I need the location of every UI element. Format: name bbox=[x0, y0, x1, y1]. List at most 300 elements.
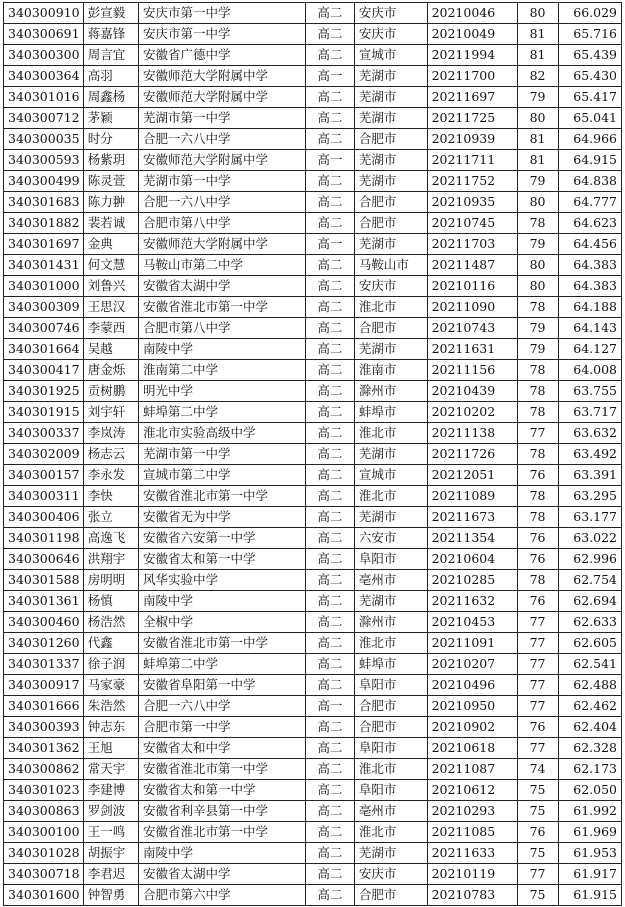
contestant-id-cell: 340301666 bbox=[4, 696, 84, 717]
total-score-cell: 62.605 bbox=[558, 633, 621, 654]
exam-number-cell: 20210439 bbox=[427, 381, 517, 402]
contestant-id-cell: 340300910 bbox=[4, 3, 84, 24]
table-row bbox=[4, 192, 622, 213]
table-row bbox=[4, 255, 622, 276]
score-cell: 77 bbox=[517, 654, 558, 675]
student-name-cell: 李蒙西 bbox=[83, 318, 138, 339]
city-cell: 淮北市 bbox=[354, 297, 427, 318]
school-cell: 安徽师范大学附属中学 bbox=[139, 66, 306, 87]
total-score-cell: 62.754 bbox=[558, 570, 621, 591]
table-row bbox=[4, 423, 622, 444]
exam-number-cell: 20211994 bbox=[427, 45, 517, 66]
school-cell: 马鞍山市第二中学 bbox=[139, 255, 306, 276]
city-cell: 芜湖市 bbox=[354, 507, 427, 528]
exam-number-cell: 20210604 bbox=[427, 549, 517, 570]
table-row bbox=[4, 339, 622, 360]
grade-cell: 高二 bbox=[305, 276, 354, 297]
table-row bbox=[4, 591, 622, 612]
score-table-body bbox=[4, 3, 622, 906]
table-row bbox=[4, 612, 622, 633]
contestant-id-cell: 340301362 bbox=[4, 738, 84, 759]
score-cell: 81 bbox=[517, 150, 558, 171]
contestant-id-cell: 340300460 bbox=[4, 612, 84, 633]
city-cell: 滁州市 bbox=[354, 612, 427, 633]
score-cell: 81 bbox=[517, 129, 558, 150]
city-cell: 阜阳市 bbox=[354, 780, 427, 801]
school-cell: 风华实验中学 bbox=[139, 570, 306, 591]
school-cell: 安徽省淮北市第一中学 bbox=[139, 297, 306, 318]
total-score-cell: 61.953 bbox=[558, 843, 621, 864]
contestant-id-cell: 340302009 bbox=[4, 444, 84, 465]
table-row bbox=[4, 87, 622, 108]
score-cell: 79 bbox=[517, 87, 558, 108]
city-cell: 合肥市 bbox=[354, 885, 427, 906]
score-cell: 79 bbox=[517, 234, 558, 255]
school-cell: 合肥市第一中学 bbox=[139, 717, 306, 738]
contestant-id-cell: 340301198 bbox=[4, 528, 84, 549]
school-cell: 蚌埠第二中学 bbox=[139, 402, 306, 423]
city-cell: 合肥市 bbox=[354, 192, 427, 213]
school-cell: 芜湖市第一中学 bbox=[139, 444, 306, 465]
contestant-id-cell: 340301588 bbox=[4, 570, 84, 591]
table-row bbox=[4, 486, 622, 507]
student-name-cell: 彭宣毅 bbox=[83, 3, 138, 24]
school-cell: 合肥市第六中学 bbox=[139, 885, 306, 906]
school-cell: 安徽省淮北市第一中学 bbox=[139, 759, 306, 780]
school-cell: 南陵中学 bbox=[139, 843, 306, 864]
student-name-cell: 胡振宇 bbox=[83, 843, 138, 864]
score-cell: 78 bbox=[517, 507, 558, 528]
school-cell: 安徽省六安第一中学 bbox=[139, 528, 306, 549]
table-row bbox=[4, 297, 622, 318]
grade-cell: 高二 bbox=[305, 3, 354, 24]
table-row bbox=[4, 717, 622, 738]
city-cell: 芜湖市 bbox=[354, 591, 427, 612]
table-row bbox=[4, 654, 622, 675]
school-cell: 芜湖市第一中学 bbox=[139, 108, 306, 129]
exam-number-cell: 20210049 bbox=[427, 24, 517, 45]
total-score-cell: 64.623 bbox=[558, 213, 621, 234]
score-table bbox=[3, 2, 622, 906]
exam-number-cell: 20211091 bbox=[427, 633, 517, 654]
student-name-cell: 杨志云 bbox=[83, 444, 138, 465]
grade-cell: 高二 bbox=[305, 360, 354, 381]
table-row bbox=[4, 381, 622, 402]
exam-number-cell: 20210496 bbox=[427, 675, 517, 696]
total-score-cell: 62.996 bbox=[558, 549, 621, 570]
student-name-cell: 洪翔宇 bbox=[83, 549, 138, 570]
city-cell: 马鞍山市 bbox=[354, 255, 427, 276]
city-cell: 蚌埠市 bbox=[354, 402, 427, 423]
grade-cell: 高二 bbox=[305, 87, 354, 108]
score-cell: 78 bbox=[517, 213, 558, 234]
contestant-id-cell: 340300646 bbox=[4, 549, 84, 570]
contestant-id-cell: 340300035 bbox=[4, 129, 84, 150]
exam-number-cell: 20210935 bbox=[427, 192, 517, 213]
table-row bbox=[4, 276, 622, 297]
total-score-cell: 61.917 bbox=[558, 864, 621, 885]
table-row bbox=[4, 318, 622, 339]
table-row bbox=[4, 570, 622, 591]
grade-cell: 高一 bbox=[305, 696, 354, 717]
total-score-cell: 62.173 bbox=[558, 759, 621, 780]
city-cell: 合肥市 bbox=[354, 213, 427, 234]
school-cell: 安徽省太湖中学 bbox=[139, 864, 306, 885]
grade-cell: 高二 bbox=[305, 45, 354, 66]
city-cell: 亳州市 bbox=[354, 570, 427, 591]
school-cell: 合肥市第八中学 bbox=[139, 213, 306, 234]
contestant-id-cell: 340300337 bbox=[4, 423, 84, 444]
grade-cell: 高二 bbox=[305, 801, 354, 822]
score-cell: 78 bbox=[517, 444, 558, 465]
city-cell: 芜湖市 bbox=[354, 87, 427, 108]
table-row bbox=[4, 234, 622, 255]
grade-cell: 高二 bbox=[305, 486, 354, 507]
student-name-cell: 钟智勇 bbox=[83, 885, 138, 906]
student-name-cell: 吴越 bbox=[83, 339, 138, 360]
school-cell: 合肥市第八中学 bbox=[139, 318, 306, 339]
contestant-id-cell: 340301260 bbox=[4, 633, 84, 654]
student-name-cell: 张立 bbox=[83, 507, 138, 528]
total-score-cell: 63.295 bbox=[558, 486, 621, 507]
total-score-cell: 63.391 bbox=[558, 465, 621, 486]
grade-cell: 高一 bbox=[305, 66, 354, 87]
exam-number-cell: 20211697 bbox=[427, 87, 517, 108]
table-row bbox=[4, 780, 622, 801]
school-cell: 安徽省太和第一中学 bbox=[139, 780, 306, 801]
student-name-cell: 朱浩然 bbox=[83, 696, 138, 717]
total-score-cell: 65.041 bbox=[558, 108, 621, 129]
contestant-id-cell: 340300311 bbox=[4, 486, 84, 507]
grade-cell: 高二 bbox=[305, 465, 354, 486]
grade-cell: 高二 bbox=[305, 612, 354, 633]
school-cell: 明光中学 bbox=[139, 381, 306, 402]
exam-number-cell: 20210453 bbox=[427, 612, 517, 633]
grade-cell: 高二 bbox=[305, 381, 354, 402]
grade-cell: 高二 bbox=[305, 528, 354, 549]
grade-cell: 高二 bbox=[305, 444, 354, 465]
grade-cell: 高二 bbox=[305, 822, 354, 843]
student-name-cell: 蒋嘉锋 bbox=[83, 24, 138, 45]
grade-cell: 高二 bbox=[305, 759, 354, 780]
student-name-cell: 高羽 bbox=[83, 66, 138, 87]
grade-cell: 高二 bbox=[305, 570, 354, 591]
school-cell: 安徽省淮北市第一中学 bbox=[139, 822, 306, 843]
contestant-id-cell: 340300309 bbox=[4, 297, 84, 318]
score-cell: 78 bbox=[517, 402, 558, 423]
student-name-cell: 李快 bbox=[83, 486, 138, 507]
exam-number-cell: 20210950 bbox=[427, 696, 517, 717]
score-cell: 78 bbox=[517, 297, 558, 318]
score-cell: 77 bbox=[517, 696, 558, 717]
total-score-cell: 63.177 bbox=[558, 507, 621, 528]
city-cell: 安庆市 bbox=[354, 276, 427, 297]
contestant-id-cell: 340300393 bbox=[4, 717, 84, 738]
score-cell: 79 bbox=[517, 318, 558, 339]
school-cell: 合肥一六八中学 bbox=[139, 129, 306, 150]
city-cell: 淮北市 bbox=[354, 822, 427, 843]
total-score-cell: 63.717 bbox=[558, 402, 621, 423]
contestant-id-cell: 340300862 bbox=[4, 759, 84, 780]
city-cell: 安庆市 bbox=[354, 24, 427, 45]
grade-cell: 高二 bbox=[305, 738, 354, 759]
city-cell: 合肥市 bbox=[354, 129, 427, 150]
exam-number-cell: 20210745 bbox=[427, 213, 517, 234]
total-score-cell: 64.456 bbox=[558, 234, 621, 255]
student-name-cell: 房明明 bbox=[83, 570, 138, 591]
student-name-cell: 代鑫 bbox=[83, 633, 138, 654]
grade-cell: 高二 bbox=[305, 129, 354, 150]
score-cell: 76 bbox=[517, 465, 558, 486]
score-cell: 80 bbox=[517, 255, 558, 276]
exam-number-cell: 20210939 bbox=[427, 129, 517, 150]
city-cell: 宣城市 bbox=[354, 45, 427, 66]
total-score-cell: 62.694 bbox=[558, 591, 621, 612]
contestant-id-cell: 340301028 bbox=[4, 843, 84, 864]
table-row bbox=[4, 864, 622, 885]
score-cell: 82 bbox=[517, 66, 558, 87]
city-cell: 芜湖市 bbox=[354, 150, 427, 171]
exam-number-cell: 20211700 bbox=[427, 66, 517, 87]
table-row bbox=[4, 402, 622, 423]
city-cell: 淮北市 bbox=[354, 423, 427, 444]
grade-cell: 高二 bbox=[305, 654, 354, 675]
total-score-cell: 62.462 bbox=[558, 696, 621, 717]
exam-number-cell: 20210119 bbox=[427, 864, 517, 885]
table-row bbox=[4, 822, 622, 843]
city-cell: 芜湖市 bbox=[354, 234, 427, 255]
contestant-id-cell: 340300406 bbox=[4, 507, 84, 528]
score-cell: 80 bbox=[517, 108, 558, 129]
grade-cell: 高二 bbox=[305, 108, 354, 129]
exam-number-cell: 20211090 bbox=[427, 297, 517, 318]
school-cell: 芜湖市第一中学 bbox=[139, 171, 306, 192]
student-name-cell: 何文慧 bbox=[83, 255, 138, 276]
grade-cell: 高二 bbox=[305, 213, 354, 234]
student-name-cell: 王思汉 bbox=[83, 297, 138, 318]
school-cell: 安徽省阜阳第一中学 bbox=[139, 675, 306, 696]
grade-cell: 高二 bbox=[305, 402, 354, 423]
table-row bbox=[4, 24, 622, 45]
exam-number-cell: 20211631 bbox=[427, 339, 517, 360]
exam-number-cell: 20212051 bbox=[427, 465, 517, 486]
table-row bbox=[4, 150, 622, 171]
exam-number-cell: 20211633 bbox=[427, 843, 517, 864]
exam-number-cell: 20211711 bbox=[427, 150, 517, 171]
contestant-id-cell: 340301697 bbox=[4, 234, 84, 255]
city-cell: 淮南市 bbox=[354, 360, 427, 381]
total-score-cell: 64.915 bbox=[558, 150, 621, 171]
total-score-cell: 66.029 bbox=[558, 3, 621, 24]
exam-number-cell: 20210902 bbox=[427, 717, 517, 738]
total-score-cell: 64.143 bbox=[558, 318, 621, 339]
school-cell: 淮北市实验高级中学 bbox=[139, 423, 306, 444]
total-score-cell: 61.992 bbox=[558, 801, 621, 822]
school-cell: 安徽师范大学附属中学 bbox=[139, 234, 306, 255]
student-name-cell: 李君迟 bbox=[83, 864, 138, 885]
contestant-id-cell: 340300157 bbox=[4, 465, 84, 486]
total-score-cell: 65.417 bbox=[558, 87, 621, 108]
school-cell: 安徽师范大学附属中学 bbox=[139, 150, 306, 171]
exam-number-cell: 20211725 bbox=[427, 108, 517, 129]
contestant-id-cell: 340301600 bbox=[4, 885, 84, 906]
contestant-id-cell: 340300417 bbox=[4, 360, 84, 381]
exam-number-cell: 20211085 bbox=[427, 822, 517, 843]
city-cell: 宣城市 bbox=[354, 465, 427, 486]
exam-number-cell: 20211487 bbox=[427, 255, 517, 276]
total-score-cell: 64.966 bbox=[558, 129, 621, 150]
score-cell: 76 bbox=[517, 591, 558, 612]
contestant-id-cell: 340301925 bbox=[4, 381, 84, 402]
exam-number-cell: 20210618 bbox=[427, 738, 517, 759]
contestant-id-cell: 340301337 bbox=[4, 654, 84, 675]
contestant-id-cell: 340301664 bbox=[4, 339, 84, 360]
city-cell: 阜阳市 bbox=[354, 738, 427, 759]
city-cell: 阜阳市 bbox=[354, 549, 427, 570]
score-cell: 77 bbox=[517, 738, 558, 759]
total-score-cell: 62.328 bbox=[558, 738, 621, 759]
school-cell: 安庆市第一中学 bbox=[139, 24, 306, 45]
score-cell: 76 bbox=[517, 549, 558, 570]
total-score-cell: 64.008 bbox=[558, 360, 621, 381]
exam-number-cell: 20211703 bbox=[427, 234, 517, 255]
grade-cell: 高二 bbox=[305, 192, 354, 213]
exam-number-cell: 20210293 bbox=[427, 801, 517, 822]
exam-number-cell: 20210116 bbox=[427, 276, 517, 297]
total-score-cell: 62.050 bbox=[558, 780, 621, 801]
total-score-cell: 64.188 bbox=[558, 297, 621, 318]
total-score-cell: 64.838 bbox=[558, 171, 621, 192]
contestant-id-cell: 340300300 bbox=[4, 45, 84, 66]
total-score-cell: 64.777 bbox=[558, 192, 621, 213]
student-name-cell: 周言宜 bbox=[83, 45, 138, 66]
student-name-cell: 马家豪 bbox=[83, 675, 138, 696]
student-name-cell: 金典 bbox=[83, 234, 138, 255]
total-score-cell: 63.492 bbox=[558, 444, 621, 465]
total-score-cell: 62.633 bbox=[558, 612, 621, 633]
grade-cell: 高一 bbox=[305, 150, 354, 171]
city-cell: 芜湖市 bbox=[354, 66, 427, 87]
exam-number-cell: 20211752 bbox=[427, 171, 517, 192]
student-name-cell: 杨慎 bbox=[83, 591, 138, 612]
contestant-id-cell: 340301915 bbox=[4, 402, 84, 423]
score-cell: 79 bbox=[517, 171, 558, 192]
table-row bbox=[4, 66, 622, 87]
total-score-cell: 65.430 bbox=[558, 66, 621, 87]
score-cell: 78 bbox=[517, 570, 558, 591]
total-score-cell: 63.022 bbox=[558, 528, 621, 549]
grade-cell: 高二 bbox=[305, 318, 354, 339]
exam-number-cell: 20211138 bbox=[427, 423, 517, 444]
score-cell: 77 bbox=[517, 612, 558, 633]
student-name-cell: 唐金烁 bbox=[83, 360, 138, 381]
grade-cell: 高二 bbox=[305, 591, 354, 612]
contestant-id-cell: 340301016 bbox=[4, 87, 84, 108]
exam-number-cell: 20210046 bbox=[427, 3, 517, 24]
exam-number-cell: 20211673 bbox=[427, 507, 517, 528]
contestant-id-cell: 340300746 bbox=[4, 318, 84, 339]
table-row bbox=[4, 759, 622, 780]
grade-cell: 高二 bbox=[305, 24, 354, 45]
total-score-cell: 61.969 bbox=[558, 822, 621, 843]
table-row bbox=[4, 108, 622, 129]
school-cell: 安徽省太和第一中学 bbox=[139, 549, 306, 570]
score-cell: 76 bbox=[517, 822, 558, 843]
school-cell: 安徽省太湖中学 bbox=[139, 276, 306, 297]
student-name-cell: 杨浩然 bbox=[83, 612, 138, 633]
grade-cell: 高二 bbox=[305, 717, 354, 738]
grade-cell: 高二 bbox=[305, 171, 354, 192]
total-score-cell: 65.716 bbox=[558, 24, 621, 45]
exam-number-cell: 20210743 bbox=[427, 318, 517, 339]
table-row bbox=[4, 3, 622, 24]
student-name-cell: 周鑫杨 bbox=[83, 87, 138, 108]
grade-cell: 高二 bbox=[305, 507, 354, 528]
student-name-cell: 贡树鹏 bbox=[83, 381, 138, 402]
score-cell: 81 bbox=[517, 45, 558, 66]
student-name-cell: 陈力翀 bbox=[83, 192, 138, 213]
score-cell: 75 bbox=[517, 801, 558, 822]
grade-cell: 高二 bbox=[305, 633, 354, 654]
student-name-cell: 刘鲁兴 bbox=[83, 276, 138, 297]
table-row bbox=[4, 129, 622, 150]
score-cell: 78 bbox=[517, 381, 558, 402]
student-name-cell: 王一鸣 bbox=[83, 822, 138, 843]
total-score-cell: 65.439 bbox=[558, 45, 621, 66]
school-cell: 南陵中学 bbox=[139, 591, 306, 612]
exam-number-cell: 20211632 bbox=[427, 591, 517, 612]
city-cell: 合肥市 bbox=[354, 717, 427, 738]
city-cell: 芜湖市 bbox=[354, 171, 427, 192]
score-cell: 75 bbox=[517, 885, 558, 906]
table-row bbox=[4, 738, 622, 759]
city-cell: 芜湖市 bbox=[354, 339, 427, 360]
school-cell: 安庆市第一中学 bbox=[139, 3, 306, 24]
exam-number-cell: 20211087 bbox=[427, 759, 517, 780]
exam-number-cell: 20211354 bbox=[427, 528, 517, 549]
exam-number-cell: 20210207 bbox=[427, 654, 517, 675]
student-name-cell: 时分 bbox=[83, 129, 138, 150]
student-name-cell: 罗剑波 bbox=[83, 801, 138, 822]
total-score-cell: 64.383 bbox=[558, 276, 621, 297]
contestant-id-cell: 340301882 bbox=[4, 213, 84, 234]
exam-number-cell: 20211089 bbox=[427, 486, 517, 507]
exam-number-cell: 20210783 bbox=[427, 885, 517, 906]
contestant-id-cell: 340301000 bbox=[4, 276, 84, 297]
city-cell: 滁州市 bbox=[354, 381, 427, 402]
city-cell: 芜湖市 bbox=[354, 444, 427, 465]
table-row bbox=[4, 171, 622, 192]
school-cell: 安徽省淮北市第一中学 bbox=[139, 633, 306, 654]
grade-cell: 高二 bbox=[305, 843, 354, 864]
student-name-cell: 茅颖 bbox=[83, 108, 138, 129]
table-row bbox=[4, 549, 622, 570]
total-score-cell: 63.755 bbox=[558, 381, 621, 402]
total-score-cell: 62.404 bbox=[558, 717, 621, 738]
exam-number-cell: 20211726 bbox=[427, 444, 517, 465]
contestant-id-cell: 340300593 bbox=[4, 150, 84, 171]
score-cell: 81 bbox=[517, 24, 558, 45]
score-cell: 77 bbox=[517, 633, 558, 654]
contestant-id-cell: 340300917 bbox=[4, 675, 84, 696]
school-cell: 安徽省淮北市第一中学 bbox=[139, 486, 306, 507]
table-row bbox=[4, 507, 622, 528]
city-cell: 淮北市 bbox=[354, 759, 427, 780]
city-cell: 淮北市 bbox=[354, 633, 427, 654]
student-name-cell: 钟志东 bbox=[83, 717, 138, 738]
table-row bbox=[4, 696, 622, 717]
student-name-cell: 裴若诚 bbox=[83, 213, 138, 234]
